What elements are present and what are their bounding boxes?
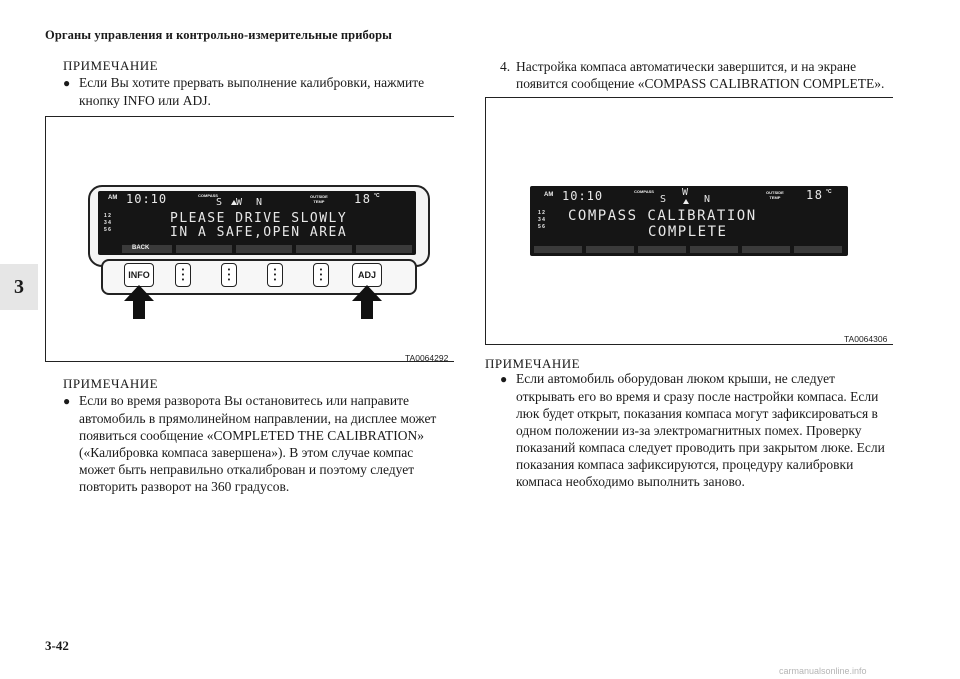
softkey-3 (236, 245, 292, 253)
temp-readout: 18 (354, 192, 372, 206)
softkey-button-3[interactable] (267, 263, 283, 287)
figure1-code: TA0064292 (405, 353, 449, 363)
note3-line: показания компаса зафиксируются, процедуру калибровки (516, 457, 854, 472)
softkey-4 (296, 245, 352, 253)
softkey-button-2[interactable] (221, 263, 237, 287)
preset-5: 5 (538, 224, 541, 230)
preset-numbers (104, 213, 124, 234)
note3-line: открывать его во время и сразу после настройки компаса. Если (516, 389, 879, 404)
step4 (500, 58, 920, 92)
note2-line: автомобиль в прямолинейном направлении, на дисплее может (79, 411, 437, 426)
lcd-message-line1: PLEASE DRIVE SLOWLY (170, 211, 348, 226)
figure2-frame (485, 97, 893, 345)
lcd-message-line2: COMPLETE (648, 224, 728, 240)
preset-4: 4 (108, 220, 111, 226)
compass-pointer-icon (231, 200, 237, 205)
preset-1: 1 (538, 210, 541, 216)
preset-5: 5 (104, 227, 107, 233)
outside-temp-label (766, 190, 784, 200)
page-header-title: Органы управления и контрольно-измерительные приборы (45, 28, 392, 42)
temp-unit: °C (374, 193, 380, 199)
clock-readout: 10:10 (562, 189, 604, 203)
arrow-up-icon (124, 285, 154, 319)
note3-label: ПРИМЕЧАНИЕ (485, 356, 581, 371)
note3-line: компаса необходимо выполнить заново. (516, 474, 745, 489)
adj-button[interactable] (352, 263, 382, 287)
note2-label: ПРИМЕЧАНИЕ (63, 376, 159, 391)
lcd-message-line1: COMPASS CALIBRATION (568, 208, 757, 224)
preset-6: 6 (108, 227, 111, 233)
compass-n: N (256, 197, 264, 208)
note1-line2: кнопку INFO или ADJ. (79, 93, 211, 108)
note3-bullet (500, 370, 920, 490)
softkey-back (122, 245, 172, 253)
temp-readout: 18 (806, 188, 824, 202)
temp-label: TEMP (313, 199, 325, 204)
dots-icon: • • • (181, 266, 185, 284)
outside-label: OUTSIDE (766, 190, 784, 195)
note2-line: («Калибровка компаса завершена»). В этом случае компас (79, 445, 414, 460)
preset-3: 3 (538, 217, 541, 223)
compass-pointer-icon (683, 199, 689, 204)
clock-readout: 10:10 (126, 192, 168, 206)
am-indicator: AM (108, 195, 118, 201)
step4-line2: появится сообщение «COMPASS CALIBRATION COMPLETE». (516, 76, 885, 91)
bullet-icon: ● (500, 372, 508, 386)
softkey-4 (690, 246, 738, 253)
note2-line: может быть неправильно откалиброван и поэтому следует (79, 462, 415, 477)
compass-w: W (682, 187, 690, 198)
bullet-icon: ● (63, 76, 71, 90)
note1-bullet (63, 74, 463, 109)
dots-icon: • • • (273, 266, 277, 284)
note2-bullet (63, 392, 463, 495)
softkey-5 (742, 246, 790, 253)
note3-line: Если автомобиль оборудован люком крыши, не следует (516, 371, 836, 386)
am-indicator: AM (544, 192, 554, 198)
compass-s: S (660, 194, 668, 205)
note3-line: одном положении из-за электромагнитных помех. Проверку (516, 423, 862, 438)
softkey-5 (356, 245, 412, 253)
softkey-2 (586, 246, 634, 253)
note3-line: люк будет открыт, показания компаса могут зафиксироваться в (516, 406, 878, 421)
softkey-6 (794, 246, 842, 253)
info-button[interactable] (124, 263, 154, 287)
softkey-3 (638, 246, 686, 253)
figure1-frame (45, 116, 454, 362)
dots-icon: • • • (319, 266, 323, 284)
softkey-button-4[interactable] (313, 263, 329, 287)
note2-line: появиться сообщение «COMPLETED THE CALIBRATION» (79, 428, 424, 443)
step4-line1: Настройка компаса автоматически завершится, и на экране (516, 59, 857, 74)
temp-unit: °C (826, 189, 832, 195)
preset-2: 2 (542, 210, 545, 216)
compass-label: COMPASS (198, 193, 218, 198)
chapter-tab (0, 264, 38, 310)
arrow-up-icon (352, 285, 382, 319)
note1-label: ПРИМЕЧАНИЕ (63, 58, 159, 73)
lcd-screen (98, 191, 416, 255)
compass-label: COMPASS (634, 189, 654, 194)
adj-button-label: ADJ (357, 270, 376, 280)
softkey-2 (176, 245, 232, 253)
outside-temp-label (310, 194, 328, 204)
note2-line: Если во время разворота Вы остановитесь или направите (79, 393, 410, 408)
compass-w: W (236, 197, 244, 208)
page-number: 3-42 (45, 638, 69, 653)
preset-2: 2 (108, 213, 111, 219)
preset-6: 6 (542, 224, 545, 230)
preset-1: 1 (104, 213, 107, 219)
note2-line: повторить разворот на 360 градусов. (79, 479, 290, 494)
lcd-screen (530, 186, 848, 256)
back-label: BACK (132, 245, 150, 251)
watermark: carmanualsonline.info (779, 666, 867, 676)
temp-label: TEMP (769, 195, 781, 200)
lcd-message-line2: IN A SAFE,OPEN AREA (170, 225, 348, 240)
softkey-1 (534, 246, 582, 253)
compass-s: S (216, 197, 224, 208)
compass-n: N (704, 194, 712, 205)
dots-icon: • • • (227, 266, 231, 284)
preset-numbers (538, 210, 558, 231)
preset-3: 3 (104, 220, 107, 226)
info-button-label: INFO (128, 270, 150, 280)
note1-line1: Если Вы хотите прервать выполнение калибровки, нажмите (79, 75, 425, 90)
figure2-code: TA0064306 (844, 334, 888, 344)
step4-number: 4. (500, 59, 511, 74)
preset-4: 4 (542, 217, 545, 223)
softkey-button-1[interactable] (175, 263, 191, 287)
chapter-number: 3 (14, 275, 24, 298)
outside-label: OUTSIDE (310, 194, 328, 199)
note3-line: показаний компаса следует проводить при закрытом люке. Если (516, 440, 885, 455)
bullet-icon: ● (63, 394, 71, 408)
